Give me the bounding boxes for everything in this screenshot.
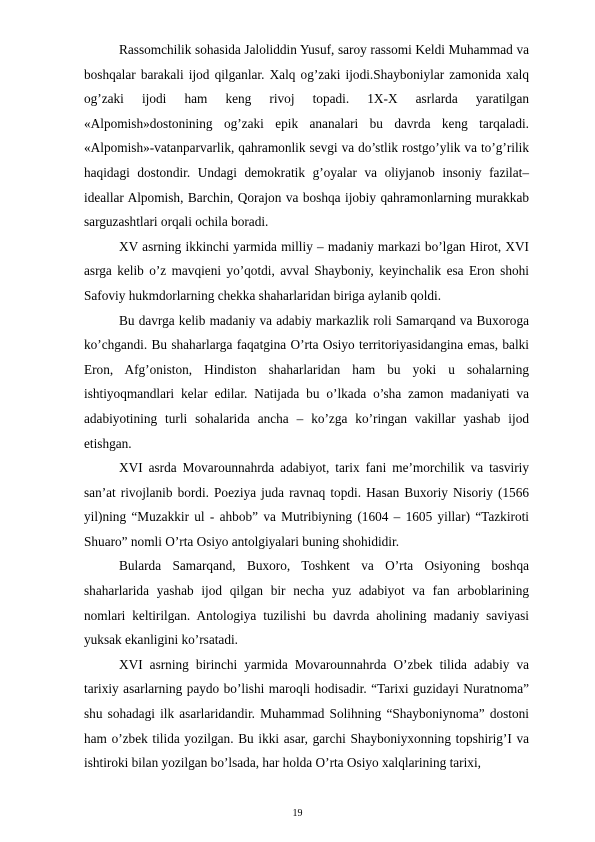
paragraph-2: XV asrning ikkinchi yarmida milliy – madaniy markazi bo’lgan Hirot, XVI asrga kelib o’z mavqieni yo’qotdi, avval Shayboniy, keyinchalik esa Eron shohi Safoviy hukmdorlarning chekka shaharlaridan biriga aylanib qoldi.: [84, 238, 529, 303]
paragraph-6: XVI asrning birinchi yarmida Movarounnahrda O’zbek tilida adabiy va tarixiy asarlarning paydo bo’lishi maroqli hodisadir. “Tarixi guzidayi Nuratnoma” shu sohadagi ilk asarlaridandir. Muhammad Solihning “Shayboniynoma” dostoni ham o’zbek tilida yozilgan. Bu ikki asar, garchi Shayboniyxonning topshirig’I va ishtiroki bilan yozilgan bo’lsada, har holda O’rta Osiyo xalqlarining tarixi,: [84, 656, 529, 771]
paragraph-4: XVI asrda Movarounnahrda adabiyot, tarix fani me’morchilik va tasviriy san’at rivojlanib bordi. Poeziya juda ravnaq topdi. Hasan Buxoriy Nisoriy (1566 yil)ning “Muzakkir ul - ahbob” va Mutribiyning (1604 – 1605 yillar) “Tazkiroti Shuaro” nomli O’rta Osiyo antolgiyalari buning shohididir.: [84, 460, 529, 549]
page-number: 19: [292, 808, 303, 819]
document-body: [84, 38, 529, 776]
paragraph-5: Bularda Samarqand, Buxoro, Toshkent va O’rta Osiyoning boshqa shaharlarida yashab ijod qilgan bir necha yuz adabiyot va fan arboblarining nomlari keltirilgan. Antologiya tuzilishi bu davrda aholining madaniy saviyasi yuksak ekanligini ko’rsatadi.: [84, 558, 529, 648]
paragraph-3: Bu davrga kelib madaniy va adabiy markazlik roli Samarqand va Buxoroga ko’chgandi. Bu shaharlarga faqatgina O’rta Osiyo territoriyasidangina emas, balki Eron, Afg’oniston, Hindiston shaharlaridan ham bu yoki u sohalarning ishtiyoqmandlari kelar edilar. Natijada bu o’lkada o’sha zamon madaniyati va adabiyotining turli sohalarida ancha – ko’zga ko’ringan vakillar yashab ijod etishgan.: [84, 312, 529, 451]
paragraph-1: Rassomchilik sohasida Jaloliddin Yusuf, saroy rassomi Keldi Muhammad va boshqalar barakali ijod qilganlar. Xalq og’zaki ijodi.Shayboniylar zamonida xalq og’zaki ijodi ham keng rivoj topadi. 1X-X asrlarda yaratilgan «Alpomish»dostonining og’zaki epik ananalari bu davrda keng tarqaladi. «Alpomish»-vatanparvarlik, qahramonlik sevgi va do’stlik rostgo’ylik va to’g’rilik haqidagi dostondir. Undagi demokratik g’oyalar va oliyjanob insoniy fazilat–ideallar Alpomish, Barchin, Qorajon va boshqa ijobiy qahramonlarning murakkab sarguzashtlari orqali ochila boradi.: [84, 42, 529, 230]
